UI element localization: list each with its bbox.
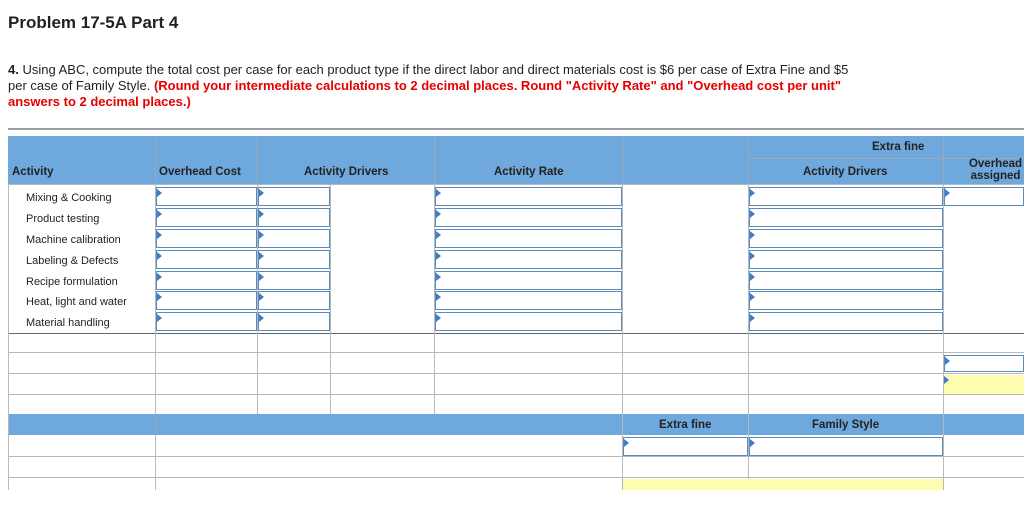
overhead-per-unit-marker[interactable] (944, 375, 953, 394)
instruction-number: 4. (8, 62, 19, 77)
col-header-overhead-cost: Overhead Cost (159, 166, 241, 178)
activity-driver-qty-input[interactable] (258, 291, 330, 310)
activity-driver-qty-input[interactable] (258, 187, 330, 206)
bottom-header-extra-fine: Extra fine (659, 419, 712, 431)
divider (8, 333, 1024, 334)
col-header-overhead-assigned: Overhead assigned (968, 158, 1023, 182)
rounding-note: (Round your intermediate calculations to 2 decimal places. Round "Activity Rate" and "Overhead cost per unit" answers to 2 decimal places.) (8, 78, 842, 109)
divider (748, 136, 749, 184)
col-header-activity-drivers: Activity Drivers (304, 166, 389, 178)
row-label-recipe-formulation: Recipe formulation (26, 276, 118, 288)
total-cost-per-case-cells (623, 479, 943, 490)
overhead-cost-input[interactable] (156, 187, 257, 206)
divider (8, 394, 1024, 395)
row-label-machine-calibration: Machine calibration (26, 234, 121, 246)
overhead-cost-input[interactable] (156, 291, 257, 310)
row-label-material-handling: Material handling (26, 317, 110, 329)
divider (8, 184, 9, 490)
section-divider (8, 128, 1024, 130)
extra-fine-driver-input[interactable] (749, 291, 943, 310)
activity-rate-input[interactable] (435, 208, 622, 227)
activity-rate-input[interactable] (435, 229, 622, 248)
group-header-extra-fine: Extra fine (872, 141, 925, 153)
instruction-text: Using ABC, compute the total cost per case for each product type if the direct labor and direct materials cost is $6 per case of Extra Fine and $5 per case of Family Style. (8, 62, 849, 93)
overhead-cost-input[interactable] (156, 250, 257, 269)
divider (434, 136, 435, 184)
activity-driver-qty-input[interactable] (258, 250, 330, 269)
extra-fine-driver-input[interactable] (749, 187, 943, 206)
overhead-per-unit-cell (944, 375, 1024, 394)
extra-fine-driver-input[interactable] (749, 250, 943, 269)
overhead-assigned-total-input[interactable] (944, 355, 1024, 372)
divider (257, 136, 258, 184)
overhead-cost-input[interactable] (156, 229, 257, 248)
activity-rate-input[interactable] (435, 271, 622, 290)
row-label-labeling-defects: Labeling & Defects (26, 255, 119, 267)
col-header-activity: Activity (12, 166, 54, 178)
overhead-assigned-input[interactable] (944, 187, 1024, 206)
activity-rate-input[interactable] (435, 312, 622, 331)
divider (155, 136, 156, 184)
divider (155, 414, 156, 435)
activity-rate-input[interactable] (435, 187, 622, 206)
divider (155, 435, 156, 490)
extra-fine-driver-input[interactable] (749, 312, 943, 331)
divider (330, 184, 331, 414)
activity-driver-qty-input[interactable] (258, 208, 330, 227)
activity-rate-input[interactable] (435, 250, 622, 269)
activity-driver-qty-input[interactable] (258, 229, 330, 248)
abc-worksheet (8, 136, 1024, 496)
row-label-mixing-cooking: Mixing & Cooking (26, 192, 112, 204)
col-header-activity-drivers-extra-fine: Activity Drivers (803, 166, 888, 178)
activity-driver-qty-input[interactable] (258, 271, 330, 290)
extra-fine-driver-input[interactable] (749, 271, 943, 290)
divider (622, 136, 623, 184)
divider (943, 136, 944, 184)
page-title: Problem 17-5A Part 4 (8, 13, 179, 32)
extra-fine-driver-input[interactable] (749, 229, 943, 248)
divider (8, 477, 1024, 478)
activity-rate-input[interactable] (435, 291, 622, 310)
overhead-cost-input[interactable] (156, 312, 257, 331)
overhead-cost-input[interactable] (156, 271, 257, 290)
divider (8, 184, 1024, 185)
col-header-activity-rate: Activity Rate (494, 166, 564, 178)
bottom-header-family-style: Family Style (812, 419, 880, 431)
row-label-product-testing: Product testing (26, 213, 100, 225)
row-label-heat-light-water: Heat, light and water (26, 296, 127, 308)
divider (8, 373, 1024, 374)
activity-driver-qty-input[interactable] (258, 312, 330, 331)
divider (943, 184, 944, 490)
divider (8, 352, 1024, 353)
extra-fine-driver-input[interactable] (749, 208, 943, 227)
divider (8, 456, 1024, 457)
overhead-cost-input[interactable] (156, 208, 257, 227)
instructions (8, 62, 868, 110)
extra-fine-total-cost-input[interactable] (623, 437, 748, 456)
family-style-total-cost-input[interactable] (749, 437, 943, 456)
